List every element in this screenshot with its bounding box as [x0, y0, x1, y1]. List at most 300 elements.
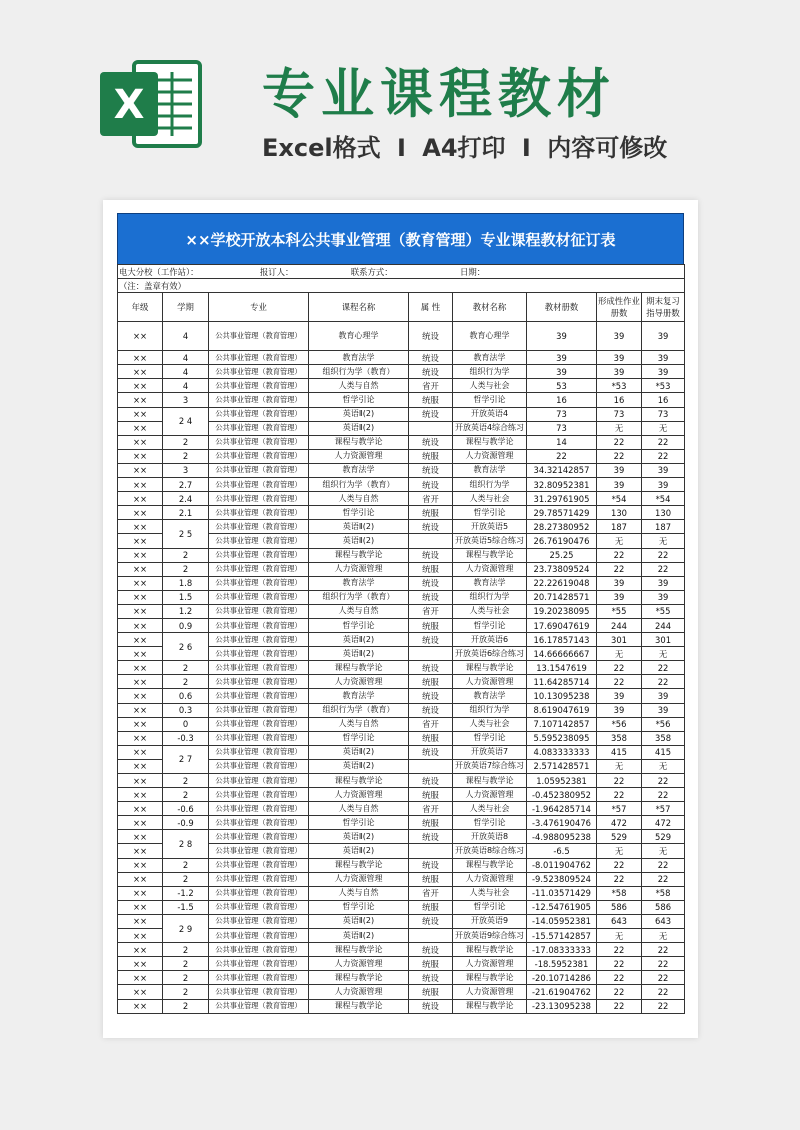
book-count-cell[interactable]: -23.13095238 — [527, 999, 597, 1013]
course-cell[interactable]: 英语Ⅱ(2) — [309, 759, 409, 773]
homework-count-cell[interactable]: 39 — [597, 576, 642, 590]
attribute-cell[interactable]: 统设 — [409, 858, 453, 872]
major-cell[interactable]: 公共事业管理（教育管理） — [209, 618, 309, 632]
textbook-cell[interactable]: 开放英语7综合练习 — [453, 759, 527, 773]
attribute-cell[interactable] — [409, 534, 453, 548]
term-cell[interactable]: 2 — [163, 435, 209, 449]
course-cell[interactable]: 英语Ⅱ(2) — [309, 745, 409, 759]
course-cell[interactable]: 课程与教学论 — [309, 661, 409, 675]
book-count-cell[interactable]: -15.57142857 — [527, 929, 597, 943]
textbook-cell[interactable]: 哲学引论 — [453, 731, 527, 745]
grade-cell[interactable]: ×× — [118, 886, 163, 900]
grade-cell[interactable]: ×× — [118, 322, 163, 351]
textbook-cell[interactable]: 课程与教学论 — [453, 661, 527, 675]
book-count-cell[interactable]: 17.69047619 — [527, 618, 597, 632]
book-count-cell[interactable]: 22 — [527, 449, 597, 463]
grade-cell[interactable]: ×× — [118, 844, 163, 858]
review-count-cell[interactable]: 22 — [642, 774, 685, 788]
homework-count-cell[interactable]: 130 — [597, 506, 642, 520]
homework-count-cell[interactable]: 586 — [597, 900, 642, 914]
course-cell[interactable]: 英语Ⅱ(2) — [309, 421, 409, 435]
review-count-cell[interactable]: 22 — [642, 957, 685, 971]
textbook-cell[interactable]: 开放英语4综合练习 — [453, 421, 527, 435]
course-cell[interactable]: 哲学引论 — [309, 731, 409, 745]
course-cell[interactable]: 英语Ⅱ(2) — [309, 407, 409, 421]
textbook-cell[interactable]: 课程与教学论 — [453, 943, 527, 957]
textbook-cell[interactable]: 课程与教学论 — [453, 548, 527, 562]
homework-count-cell[interactable]: 39 — [597, 351, 642, 365]
homework-count-cell[interactable]: 39 — [597, 365, 642, 379]
homework-count-cell[interactable]: 22 — [597, 774, 642, 788]
book-count-cell[interactable]: -8.011904762 — [527, 858, 597, 872]
textbook-cell[interactable]: 组织行为学 — [453, 703, 527, 717]
term-cell[interactable]: -0.3 — [163, 731, 209, 745]
review-count-cell[interactable]: 39 — [642, 478, 685, 492]
term-cell[interactable]: 2 — [163, 872, 209, 886]
textbook-cell[interactable]: 人类与社会 — [453, 604, 527, 618]
textbook-cell[interactable]: 开放英语5综合练习 — [453, 534, 527, 548]
term-cell[interactable]: 2 4 — [163, 407, 209, 435]
book-count-cell[interactable]: 32.80952381 — [527, 478, 597, 492]
attribute-cell[interactable]: 统服 — [409, 393, 453, 407]
homework-count-cell[interactable]: 39 — [597, 689, 642, 703]
review-count-cell[interactable]: 22 — [642, 985, 685, 999]
course-cell[interactable]: 人力资源管理 — [309, 957, 409, 971]
review-count-cell[interactable]: 22 — [642, 999, 685, 1013]
term-cell[interactable]: 0 — [163, 717, 209, 731]
major-cell[interactable]: 公共事业管理（教育管理） — [209, 745, 309, 759]
course-cell[interactable]: 人力资源管理 — [309, 788, 409, 802]
grade-cell[interactable]: ×× — [118, 914, 163, 928]
review-count-cell[interactable]: 22 — [642, 675, 685, 689]
homework-count-cell[interactable]: 187 — [597, 520, 642, 534]
book-count-cell[interactable]: -21.61904762 — [527, 985, 597, 999]
attribute-cell[interactable]: 统设 — [409, 435, 453, 449]
grade-cell[interactable]: ×× — [118, 985, 163, 999]
course-cell[interactable]: 人类与自然 — [309, 604, 409, 618]
attribute-cell[interactable]: 统设 — [409, 633, 453, 647]
textbook-cell[interactable]: 人力资源管理 — [453, 675, 527, 689]
course-cell[interactable]: 课程与教学论 — [309, 943, 409, 957]
book-count-cell[interactable]: 26.76190476 — [527, 534, 597, 548]
homework-count-cell[interactable]: 39 — [597, 322, 642, 351]
contact-label[interactable]: 联系方式： — [350, 266, 393, 277]
homework-count-cell[interactable]: 39 — [597, 590, 642, 604]
book-count-cell[interactable]: 13.1547619 — [527, 661, 597, 675]
major-cell[interactable]: 公共事业管理（教育管理） — [209, 703, 309, 717]
major-cell[interactable]: 公共事业管理（教育管理） — [209, 858, 309, 872]
book-count-cell[interactable]: -20.10714286 — [527, 971, 597, 985]
attribute-cell[interactable]: 统设 — [409, 914, 453, 928]
course-cell[interactable]: 人类与自然 — [309, 492, 409, 506]
term-cell[interactable]: 3 — [163, 463, 209, 477]
review-count-cell[interactable]: *58 — [642, 886, 685, 900]
grade-cell[interactable]: ×× — [118, 957, 163, 971]
review-count-cell[interactable]: 643 — [642, 914, 685, 928]
major-cell[interactable]: 公共事业管理（教育管理） — [209, 816, 309, 830]
textbook-cell[interactable]: 课程与教学论 — [453, 774, 527, 788]
term-cell[interactable]: -1.2 — [163, 886, 209, 900]
homework-count-cell[interactable]: 244 — [597, 618, 642, 632]
grade-cell[interactable]: ×× — [118, 379, 163, 393]
review-count-cell[interactable]: 22 — [642, 661, 685, 675]
term-cell[interactable]: -0.9 — [163, 816, 209, 830]
book-count-cell[interactable]: 20.71428571 — [527, 590, 597, 604]
review-count-cell[interactable]: 无 — [642, 844, 685, 858]
grade-cell[interactable]: ×× — [118, 604, 163, 618]
major-cell[interactable]: 公共事业管理（教育管理） — [209, 957, 309, 971]
major-cell[interactable]: 公共事业管理（教育管理） — [209, 844, 309, 858]
major-cell[interactable]: 公共事业管理（教育管理） — [209, 971, 309, 985]
textbook-cell[interactable]: 开放英语7 — [453, 745, 527, 759]
review-count-cell[interactable]: 529 — [642, 830, 685, 844]
homework-count-cell[interactable]: 22 — [597, 999, 642, 1013]
attribute-cell[interactable]: 统设 — [409, 689, 453, 703]
book-count-cell[interactable]: 5.595238095 — [527, 731, 597, 745]
book-count-cell[interactable]: 14.66666667 — [527, 647, 597, 661]
attribute-cell[interactable]: 统设 — [409, 478, 453, 492]
attribute-cell[interactable]: 统服 — [409, 618, 453, 632]
grade-cell[interactable]: ×× — [118, 774, 163, 788]
attribute-cell[interactable]: 统服 — [409, 900, 453, 914]
textbook-cell[interactable]: 教育心理学 — [453, 322, 527, 351]
major-cell[interactable]: 公共事业管理（教育管理） — [209, 534, 309, 548]
homework-count-cell[interactable]: 22 — [597, 943, 642, 957]
book-count-cell[interactable]: 16.17857143 — [527, 633, 597, 647]
major-cell[interactable]: 公共事业管理（教育管理） — [209, 421, 309, 435]
grade-cell[interactable]: ×× — [118, 365, 163, 379]
book-count-cell[interactable]: -0.452380952 — [527, 788, 597, 802]
textbook-cell[interactable]: 人力资源管理 — [453, 957, 527, 971]
grade-cell[interactable]: ×× — [118, 435, 163, 449]
book-count-cell[interactable]: 39 — [527, 365, 597, 379]
attribute-cell[interactable] — [409, 844, 453, 858]
textbook-cell[interactable]: 人类与社会 — [453, 886, 527, 900]
homework-count-cell[interactable]: 39 — [597, 463, 642, 477]
major-cell[interactable]: 公共事业管理（教育管理） — [209, 872, 309, 886]
book-count-cell[interactable]: -1.964285714 — [527, 802, 597, 816]
attribute-cell[interactable]: 统服 — [409, 985, 453, 999]
attribute-cell[interactable]: 统设 — [409, 830, 453, 844]
course-cell[interactable]: 教育心理学 — [309, 322, 409, 351]
col-header-textbook[interactable]: 教材名称 — [453, 293, 527, 322]
homework-count-cell[interactable]: *55 — [597, 604, 642, 618]
attribute-cell[interactable]: 省开 — [409, 379, 453, 393]
textbook-cell[interactable]: 组织行为学 — [453, 478, 527, 492]
course-cell[interactable]: 组织行为学（教育） — [309, 703, 409, 717]
grade-cell[interactable]: ×× — [118, 717, 163, 731]
col-header-review-count[interactable]: 期末复习指导册数 — [642, 293, 685, 322]
homework-count-cell[interactable]: 22 — [597, 661, 642, 675]
review-count-cell[interactable]: 无 — [642, 421, 685, 435]
attribute-cell[interactable]: 统设 — [409, 548, 453, 562]
attribute-cell[interactable]: 统设 — [409, 661, 453, 675]
attribute-cell[interactable] — [409, 759, 453, 773]
course-cell[interactable]: 英语Ⅱ(2) — [309, 844, 409, 858]
course-cell[interactable]: 英语Ⅱ(2) — [309, 914, 409, 928]
course-cell[interactable]: 人力资源管理 — [309, 985, 409, 999]
review-count-cell[interactable]: 39 — [642, 590, 685, 604]
homework-count-cell[interactable]: *58 — [597, 886, 642, 900]
major-cell[interactable]: 公共事业管理（教育管理） — [209, 788, 309, 802]
book-count-cell[interactable]: 39 — [527, 351, 597, 365]
textbook-cell[interactable]: 人力资源管理 — [453, 449, 527, 463]
homework-count-cell[interactable]: 472 — [597, 816, 642, 830]
grade-cell[interactable]: ×× — [118, 900, 163, 914]
attribute-cell[interactable]: 省开 — [409, 604, 453, 618]
homework-count-cell[interactable]: *57 — [597, 802, 642, 816]
book-count-cell[interactable]: 73 — [527, 421, 597, 435]
course-cell[interactable]: 课程与教学论 — [309, 858, 409, 872]
course-cell[interactable]: 人类与自然 — [309, 379, 409, 393]
major-cell[interactable]: 公共事业管理（教育管理） — [209, 759, 309, 773]
term-cell[interactable]: 4 — [163, 351, 209, 365]
term-cell[interactable]: 2 — [163, 449, 209, 463]
homework-count-cell[interactable]: *54 — [597, 492, 642, 506]
review-count-cell[interactable]: 无 — [642, 759, 685, 773]
review-count-cell[interactable]: *56 — [642, 717, 685, 731]
review-count-cell[interactable]: 22 — [642, 449, 685, 463]
grade-cell[interactable]: ×× — [118, 633, 163, 647]
course-cell[interactable]: 英语Ⅱ(2) — [309, 633, 409, 647]
major-cell[interactable]: 公共事业管理（教育管理） — [209, 365, 309, 379]
major-cell[interactable]: 公共事业管理（教育管理） — [209, 647, 309, 661]
major-cell[interactable]: 公共事业管理（教育管理） — [209, 830, 309, 844]
book-count-cell[interactable]: -17.08333333 — [527, 943, 597, 957]
book-count-cell[interactable]: -18.5952381 — [527, 957, 597, 971]
textbook-cell[interactable]: 哲学引论 — [453, 816, 527, 830]
book-count-cell[interactable]: 10.13095238 — [527, 689, 597, 703]
term-cell[interactable]: 2 — [163, 661, 209, 675]
attribute-cell[interactable] — [409, 929, 453, 943]
homework-count-cell[interactable]: 无 — [597, 844, 642, 858]
col-header-course[interactable]: 课程名称 — [309, 293, 409, 322]
homework-count-cell[interactable]: 22 — [597, 971, 642, 985]
term-cell[interactable]: 2 — [163, 858, 209, 872]
term-cell[interactable]: 2 — [163, 774, 209, 788]
attribute-cell[interactable]: 省开 — [409, 802, 453, 816]
course-cell[interactable]: 教育法学 — [309, 576, 409, 590]
homework-count-cell[interactable]: 73 — [597, 407, 642, 421]
book-count-cell[interactable]: 73 — [527, 407, 597, 421]
textbook-cell[interactable]: 教育法学 — [453, 576, 527, 590]
attribute-cell[interactable]: 统服 — [409, 816, 453, 830]
textbook-cell[interactable]: 课程与教学论 — [453, 435, 527, 449]
grade-cell[interactable]: ×× — [118, 943, 163, 957]
textbook-cell[interactable]: 人力资源管理 — [453, 872, 527, 886]
homework-count-cell[interactable]: 22 — [597, 858, 642, 872]
grade-cell[interactable]: ×× — [118, 647, 163, 661]
grade-cell[interactable]: ×× — [118, 731, 163, 745]
major-cell[interactable]: 公共事业管理（教育管理） — [209, 506, 309, 520]
course-cell[interactable]: 课程与教学论 — [309, 999, 409, 1013]
homework-count-cell[interactable]: 358 — [597, 731, 642, 745]
review-count-cell[interactable]: 358 — [642, 731, 685, 745]
grade-cell[interactable]: ×× — [118, 858, 163, 872]
sheet-title[interactable]: ××学校开放本科公共事业管理（教育管理）专业课程教材征订表 — [117, 213, 684, 265]
homework-count-cell[interactable]: 22 — [597, 435, 642, 449]
grade-cell[interactable]: ×× — [118, 520, 163, 534]
reporter-label[interactable]: 报订人： — [259, 266, 294, 277]
book-count-cell[interactable]: 34.32142857 — [527, 463, 597, 477]
grade-cell[interactable]: ×× — [118, 830, 163, 844]
attribute-cell[interactable]: 统服 — [409, 675, 453, 689]
term-cell[interactable]: 2 7 — [163, 745, 209, 773]
grade-cell[interactable]: ×× — [118, 745, 163, 759]
textbook-cell[interactable]: 开放英语5 — [453, 520, 527, 534]
grade-cell[interactable]: ×× — [118, 590, 163, 604]
textbook-cell[interactable]: 开放英语8综合练习 — [453, 844, 527, 858]
attribute-cell[interactable]: 统设 — [409, 703, 453, 717]
book-count-cell[interactable]: 16 — [527, 393, 597, 407]
major-cell[interactable]: 公共事业管理（教育管理） — [209, 717, 309, 731]
review-count-cell[interactable]: 130 — [642, 506, 685, 520]
textbook-cell[interactable]: 开放英语4 — [453, 407, 527, 421]
homework-count-cell[interactable]: 无 — [597, 929, 642, 943]
major-cell[interactable]: 公共事业管理（教育管理） — [209, 929, 309, 943]
grade-cell[interactable]: ×× — [118, 971, 163, 985]
homework-count-cell[interactable]: 529 — [597, 830, 642, 844]
grade-cell[interactable]: ×× — [118, 506, 163, 520]
attribute-cell[interactable]: 统服 — [409, 449, 453, 463]
major-cell[interactable]: 公共事业管理（教育管理） — [209, 914, 309, 928]
term-cell[interactable]: 1.8 — [163, 576, 209, 590]
book-count-cell[interactable]: -11.03571429 — [527, 886, 597, 900]
course-cell[interactable]: 人力资源管理 — [309, 562, 409, 576]
term-cell[interactable]: 4 — [163, 379, 209, 393]
book-count-cell[interactable]: -9.523809524 — [527, 872, 597, 886]
major-cell[interactable]: 公共事业管理（教育管理） — [209, 492, 309, 506]
textbook-cell[interactable]: 开放英语8 — [453, 830, 527, 844]
review-count-cell[interactable]: 73 — [642, 407, 685, 421]
col-header-major[interactable]: 专业 — [209, 293, 309, 322]
review-count-cell[interactable]: 472 — [642, 816, 685, 830]
book-count-cell[interactable]: 25.25 — [527, 548, 597, 562]
book-count-cell[interactable]: 7.107142857 — [527, 717, 597, 731]
col-header-homework-count[interactable]: 形成性作业册数 — [597, 293, 642, 322]
note-text[interactable]: （注：盖章有效） — [118, 279, 685, 293]
review-count-cell[interactable]: 586 — [642, 900, 685, 914]
review-count-cell[interactable]: *57 — [642, 802, 685, 816]
homework-count-cell[interactable]: 无 — [597, 421, 642, 435]
major-cell[interactable]: 公共事业管理（教育管理） — [209, 985, 309, 999]
textbook-cell[interactable]: 人力资源管理 — [453, 788, 527, 802]
course-cell[interactable]: 人力资源管理 — [309, 872, 409, 886]
grade-cell[interactable]: ×× — [118, 463, 163, 477]
grade-cell[interactable]: ×× — [118, 816, 163, 830]
homework-count-cell[interactable]: 39 — [597, 703, 642, 717]
term-cell[interactable]: -0.6 — [163, 802, 209, 816]
term-cell[interactable]: 1.5 — [163, 590, 209, 604]
textbook-cell[interactable]: 开放英语6综合练习 — [453, 647, 527, 661]
grade-cell[interactable]: ×× — [118, 802, 163, 816]
grade-cell[interactable]: ×× — [118, 421, 163, 435]
grade-cell[interactable]: ×× — [118, 689, 163, 703]
major-cell[interactable]: 公共事业管理（教育管理） — [209, 999, 309, 1013]
homework-count-cell[interactable]: *56 — [597, 717, 642, 731]
textbook-cell[interactable]: 哲学引论 — [453, 900, 527, 914]
attribute-cell[interactable]: 省开 — [409, 886, 453, 900]
attribute-cell[interactable]: 统设 — [409, 590, 453, 604]
book-count-cell[interactable]: 39 — [527, 322, 597, 351]
grade-cell[interactable]: ×× — [118, 576, 163, 590]
attribute-cell[interactable]: 统设 — [409, 971, 453, 985]
textbook-cell[interactable]: 课程与教学论 — [453, 858, 527, 872]
review-count-cell[interactable]: 39 — [642, 365, 685, 379]
review-count-cell[interactable]: 16 — [642, 393, 685, 407]
term-cell[interactable]: -1.5 — [163, 900, 209, 914]
book-count-cell[interactable]: -12.54761905 — [527, 900, 597, 914]
grade-cell[interactable]: ×× — [118, 999, 163, 1013]
review-count-cell[interactable]: 22 — [642, 971, 685, 985]
review-count-cell[interactable]: 39 — [642, 576, 685, 590]
term-cell[interactable]: 2 — [163, 562, 209, 576]
term-cell[interactable]: 4 — [163, 322, 209, 351]
book-count-cell[interactable]: 8.619047619 — [527, 703, 597, 717]
textbook-cell[interactable]: 人力资源管理 — [453, 562, 527, 576]
term-cell[interactable]: 3 — [163, 393, 209, 407]
homework-count-cell[interactable]: 16 — [597, 393, 642, 407]
homework-count-cell[interactable]: 22 — [597, 675, 642, 689]
review-count-cell[interactable]: 22 — [642, 548, 685, 562]
textbook-cell[interactable]: 课程与教学论 — [453, 971, 527, 985]
term-cell[interactable]: 4 — [163, 365, 209, 379]
textbook-cell[interactable]: 人类与社会 — [453, 379, 527, 393]
homework-count-cell[interactable]: 无 — [597, 759, 642, 773]
major-cell[interactable]: 公共事业管理（教育管理） — [209, 435, 309, 449]
grade-cell[interactable]: ×× — [118, 449, 163, 463]
review-count-cell[interactable]: 39 — [642, 351, 685, 365]
review-count-cell[interactable]: *55 — [642, 604, 685, 618]
major-cell[interactable]: 公共事业管理（教育管理） — [209, 661, 309, 675]
review-count-cell[interactable]: 39 — [642, 689, 685, 703]
course-cell[interactable]: 哲学引论 — [309, 900, 409, 914]
term-cell[interactable]: 2 6 — [163, 633, 209, 661]
course-cell[interactable]: 英语Ⅱ(2) — [309, 520, 409, 534]
review-count-cell[interactable]: 415 — [642, 745, 685, 759]
review-count-cell[interactable]: 22 — [642, 943, 685, 957]
major-cell[interactable]: 公共事业管理（教育管理） — [209, 449, 309, 463]
attribute-cell[interactable] — [409, 647, 453, 661]
course-cell[interactable]: 课程与教学论 — [309, 548, 409, 562]
textbook-cell[interactable]: 人类与社会 — [453, 717, 527, 731]
term-cell[interactable]: 2 9 — [163, 914, 209, 942]
attribute-cell[interactable]: 统设 — [409, 745, 453, 759]
review-count-cell[interactable]: 244 — [642, 618, 685, 632]
attribute-cell[interactable]: 统设 — [409, 365, 453, 379]
textbook-cell[interactable]: 教育法学 — [453, 463, 527, 477]
book-count-cell[interactable]: 22.22619048 — [527, 576, 597, 590]
homework-count-cell[interactable]: 22 — [597, 957, 642, 971]
course-cell[interactable]: 课程与教学论 — [309, 774, 409, 788]
book-count-cell[interactable]: 11.64285714 — [527, 675, 597, 689]
term-cell[interactable]: 2 — [163, 943, 209, 957]
col-header-term[interactable]: 学期 — [163, 293, 209, 322]
attribute-cell[interactable]: 省开 — [409, 492, 453, 506]
major-cell[interactable]: 公共事业管理（教育管理） — [209, 562, 309, 576]
major-cell[interactable]: 公共事业管理（教育管理） — [209, 802, 309, 816]
book-count-cell[interactable]: 2.571428571 — [527, 759, 597, 773]
course-cell[interactable]: 组织行为学（教育） — [309, 365, 409, 379]
homework-count-cell[interactable]: 415 — [597, 745, 642, 759]
homework-count-cell[interactable]: 39 — [597, 478, 642, 492]
major-cell[interactable]: 公共事业管理（教育管理） — [209, 322, 309, 351]
book-count-cell[interactable]: 4.083333333 — [527, 745, 597, 759]
attribute-cell[interactable]: 统服 — [409, 506, 453, 520]
attribute-cell[interactable] — [409, 421, 453, 435]
textbook-cell[interactable]: 哲学引论 — [453, 506, 527, 520]
homework-count-cell[interactable]: 643 — [597, 914, 642, 928]
